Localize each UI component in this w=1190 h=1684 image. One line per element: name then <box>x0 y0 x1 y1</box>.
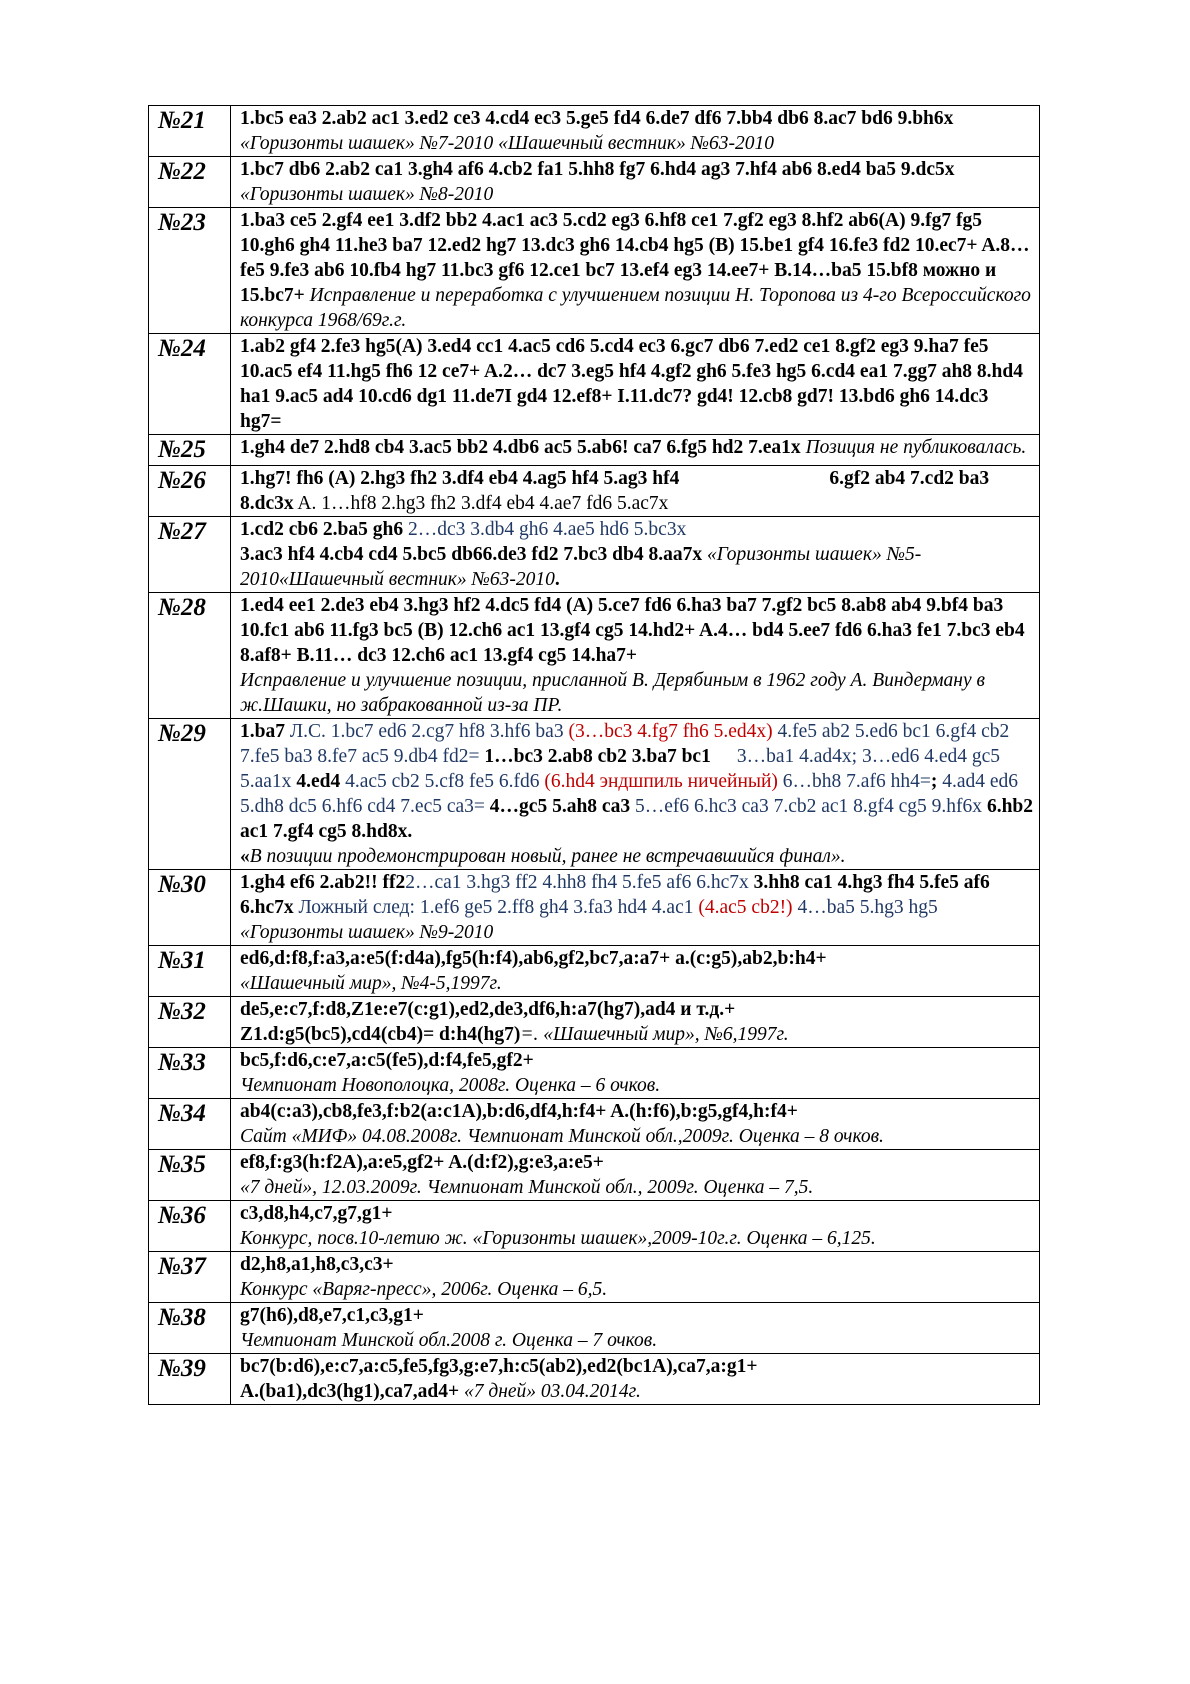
solution-moves: ef8,f:g3(h:f2A),a:e5,gf2+ A.(d:f2),g:e3,a:e5+ <box>240 1152 604 1173</box>
problem-number: №28 <box>149 593 231 719</box>
solution-moves: 4.ed4 <box>296 771 341 792</box>
solution-moves: 1.hg7! fh6 (A) 2.hg3 fh2 3.df4 eb4 4.ag5 hf4 5.ag3 hf4 <box>240 468 680 489</box>
problem-row <box>149 1303 1040 1354</box>
solution-moves: 3.hh8 ca1 4.hg3 fh4 5.fe5 af6 6.hc7x <box>240 872 990 918</box>
solution-moves: Z1.d:g5(bc5),cd4(cb4)= d:h4(hg7) <box>240 1024 521 1045</box>
source-note: =. «Шашечный мир», №6,1997г. <box>520 1024 789 1045</box>
source-note: «Горизонты шашек» №5-2010«Шашечный вестник» №63-2010 <box>240 544 922 590</box>
problem-solution <box>231 1048 1040 1099</box>
problem-row <box>149 1252 1040 1303</box>
problem-row <box>149 1150 1040 1201</box>
variation-line: 4…ba5 5.hg3 hg5 <box>792 897 938 918</box>
solution-moves: 1.ab2 gf4 2.fe3 hg5(A) 3.ed4 cc1 4.ac5 cd6 5.cd4 ec3 6.gc7 db6 7.ed2 ce1 8.gf2 eg3 9.ha7 fe5 10.ac5 ef4 11.hg5 fh6 12 ce7+ A.2… dc7 3.eg5 hf4 4.gf2 gh6 5.fe3 hg5 6.cd4 ea1 7.gg7 ah8 8.hd4 ha1 9.ac5 ad4 10.cd6 dg1 11.de7I gd4 12.ef8+ I.11.dc7? gd4! 12.cb8 gd7! 13.bd6 gh6 14.dc3 hg7= <box>240 336 1023 432</box>
problem-number: №25 <box>149 435 231 466</box>
solution-moves: 1.bc5 ea3 2.ab2 ac1 3.ed2 ce3 4.cd4 ec3 5.ge5 fd4 6.de7 df6 7.bb4 db6 8.ac7 bd6 9.bh6x <box>240 108 954 129</box>
problem-row <box>149 719 1040 870</box>
problem-number: №23 <box>149 208 231 334</box>
variation-line: 5…ef6 6.hc3 ca3 7.cb2 ac1 8.gf4 cg5 9.hf6x <box>630 796 987 817</box>
solution-moves: 1.cd2 cb6 2.ba5 gh6 <box>240 519 404 540</box>
source-note: «Горизонты шашек» №7-2010 «Шашечный вестник» №63-2010 <box>240 133 775 154</box>
problem-solution <box>231 870 1040 946</box>
refutation-note: (3…bc3 4.fg7 fh6 5.ed4x) <box>568 721 773 742</box>
problem-solution <box>231 1303 1040 1354</box>
problem-number: №38 <box>149 1303 231 1354</box>
problem-number: №31 <box>149 946 231 997</box>
source-note: Чемпионат Новополоцка, 2008г. Оценка – 6 очков. <box>240 1075 661 1096</box>
problem-number: №22 <box>149 157 231 208</box>
problem-row <box>149 1048 1040 1099</box>
solution-moves: ed6,d:f8,f:a3,a:e5(f:d4a),fg5(h:f4),ab6,gf2,bc7,a:a7+ a.(c:g5),ab2,b:h4+ <box>240 948 827 969</box>
problem-solution <box>231 1252 1040 1303</box>
solution-moves: g7(h6),d8,e7,c1,c3,g1+ <box>240 1305 424 1326</box>
solution-moves: 1.ed4 ee1 2.de3 eb4 3.hg3 hf2 4.dc5 fd4 (A) 5.ce7 fd6 6.ha3 ba7 7.gf2 bc5 8.ab8 ab4 9.bf4 ba3 10.fc1 ab6 11.fg3 bc5 (B) 12.ch6 ac1 13.gf4 cg5 14.hd2+ A.4… bd4 5.ee7 fd6 6.ha3 fe1 7.bc3 eb4 8.af8+ B.11… dc3 12.ch6 ac1 13.gf4 cg5 14.ha7+ <box>240 595 1025 666</box>
variation-line: 4.ad4 ed6 5.dh8 dc5 6.hf6 cd4 7.ec5 ca3= <box>240 771 1019 817</box>
source-note: «Шашечный мир», №4-5,1997г. <box>240 973 502 994</box>
problem-solution <box>231 719 1040 870</box>
problem-row <box>149 334 1040 435</box>
problem-solution <box>231 517 1040 593</box>
problem-number: №27 <box>149 517 231 593</box>
variation-line: 4.fe5 ab2 5.ed6 bc1 6.gf4 cb2 7.fe5 ba3 8.fe7 ac5 9.db4 fd2= <box>240 721 1010 767</box>
problem-row <box>149 946 1040 997</box>
problem-solution <box>231 1099 1040 1150</box>
source-note: Конкурс, посв.10-летию ж. «Горизонты шашек»,2009-10г.г. Оценка – 6,125. <box>240 1228 876 1249</box>
problem-number: №32 <box>149 997 231 1048</box>
problem-number: №29 <box>149 719 231 870</box>
solution-moves: ab4(c:a3),cb8,fe3,f:b2(a:c1A),b:d6,df4,h:f4+ A.(h:f6),b:g5,gf4,h:f4+ <box>240 1101 798 1122</box>
problem-row <box>149 1201 1040 1252</box>
problem-row <box>149 208 1040 334</box>
problem-number: №24 <box>149 334 231 435</box>
problem-row <box>149 466 1040 517</box>
variation-line: 2…dc3 3.db4 gh6 4.ae5 hd6 5.bc3x <box>403 519 687 540</box>
source-note: Конкурс «Варяг-пресс», 2006г. Оценка – 6,5. <box>240 1279 608 1300</box>
solution-moves: c3,d8,h4,c7,g7,g1+ <box>240 1203 393 1224</box>
source-note: Чемпионат Минской обл.2008 г. Оценка – 7 очков. <box>240 1330 658 1351</box>
variation-line: 3…ba1 4.ad4x; 3…ed6 4.ed4 gc5 5.aa1x <box>240 746 1001 792</box>
problem-row <box>149 517 1040 593</box>
refutation-note: (6.hd4 эндшпиль ничейный) <box>544 771 778 792</box>
problem-solution <box>231 1201 1040 1252</box>
solution-moves: 1.ba3 ce5 2.gf4 ee1 3.df2 bb2 4.ac1 ac3 5.cd2 eg3 6.hf8 ce1 7.gf2 eg3 8.hf2 ab6(A) 9.fg7 fg5 10.gh6 gh4 11.he3 ba7 12.ed2 hg7 13.dc3 gh6 14.cb4 hg5 (B) 15.be1 gf4 16.fe3 fd2 10.ec7+ A.8…fe5 9.fe3 ab6 10.fb4 hg7 11.bc3 gf6 12.ce1 bc7 13.ef4 eg3 14.ee7+ B.14…ba5 15.bf8 можно и 15.bc7+ <box>240 210 1030 306</box>
problem-solution <box>231 106 1040 157</box>
problem-number: №34 <box>149 1099 231 1150</box>
problem-solution <box>231 593 1040 719</box>
source-note: «7 дней» 03.04.2014г. <box>459 1381 641 1402</box>
problem-number: №26 <box>149 466 231 517</box>
solution-moves: bc5,f:d6,c:e7,a:c5(fe5),d:f4,fe5,gf2+ <box>240 1050 534 1071</box>
solution-moves: 1.gh4 ef6 2.ab2!! ff2 <box>240 872 406 893</box>
problem-solution <box>231 208 1040 334</box>
source-note: «Горизонты шашек» №8-2010 <box>240 184 494 205</box>
problem-solution <box>231 1150 1040 1201</box>
solution-moves: de5,e:c7,f:d8,Z1e:e7(c:g1),ed2,de3,df6,h:a7(hg7),ad4 и т.д.+ <box>240 999 736 1020</box>
variation-line: 4.ac5 cb2 5.cf8 fe5 6.fd6 <box>340 771 545 792</box>
problem-number: №33 <box>149 1048 231 1099</box>
solution-moves: bc7(b:d6),e:c7,a:c5,fe5,fg3,g:e7,h:c5(ab2),ed2(bc1A),ca7,a:g1+ <box>240 1356 758 1377</box>
problem-row <box>149 593 1040 719</box>
problems-table <box>148 105 1040 1405</box>
document-page <box>148 105 1040 1405</box>
problem-row <box>149 106 1040 157</box>
problem-row <box>149 157 1040 208</box>
source-note: «7 дней», 12.03.2009г. Чемпионат Минской обл., 2009г. Оценка – 7,5. <box>240 1177 814 1198</box>
problem-solution <box>231 435 1040 466</box>
variation-line: 2…ca1 3.hg3 ff2 4.hh8 fh4 5.fe5 af6 6.hc7x <box>405 872 754 893</box>
solution-moves: 1.gh4 de7 2.hd8 cb4 3.ac5 bb2 4.db6 ac5 5.ab6! ca7 6.fg5 hd2 7.ea1x <box>240 437 801 458</box>
problem-number: №37 <box>149 1252 231 1303</box>
problem-row <box>149 997 1040 1048</box>
source-note: Сайт «МИФ» 04.08.2008г. Чемпионат Минской обл.,2009г. Оценка – 8 очков. <box>240 1126 884 1147</box>
solution-moves: 1.ba7 <box>240 721 285 742</box>
solution-moves: A.(ba1),dc3(hg1),ca7,ad4+ <box>240 1381 460 1402</box>
source-note: В позиции продемонстрирован новый, ранее не встречавшийся финал». <box>249 846 846 867</box>
problem-number: №21 <box>149 106 231 157</box>
problem-solution <box>231 946 1040 997</box>
problem-row <box>149 435 1040 466</box>
problem-row <box>149 870 1040 946</box>
solution-moves: d2,h8,a1,h8,c3,c3+ <box>240 1254 394 1275</box>
solution-moves: 1…bc3 2.ab8 cb2 3.ba7 bc1 <box>484 746 711 767</box>
source-note: Исправление и переработка с улучшением позиции Н. Торопова из 4-го Всероссийского конкурса 1968/69г.г. <box>240 285 1031 331</box>
solution-moves: ; <box>930 771 938 792</box>
problem-solution <box>231 997 1040 1048</box>
problem-solution <box>231 1354 1040 1405</box>
solution-moves: 6.gf2 ab4 7.cd2 ba3 8.dc3x <box>240 468 990 514</box>
problem-number: №39 <box>149 1354 231 1405</box>
variation-text: A. 1…hf8 2.hg3 fh2 3.df4 eb4 4.ae7 fd6 5.ac7x <box>293 493 669 514</box>
solution-moves: 3.ac3 hf4 4.cb4 cd4 5.bc5 db66.de3 fd2 7.bc3 db4 8.aa7x <box>240 544 703 565</box>
refutation-note: (4.ac5 cb2!) <box>698 897 793 918</box>
variation-line: Ложный след: 1.ef6 ge5 2.ff8 gh4 3.fa3 hd4 4.ac1 <box>293 897 699 918</box>
solution-moves: 4…gc5 5.ah8 ca3 <box>489 796 631 817</box>
problem-number: №35 <box>149 1150 231 1201</box>
variation-line: Л.С. 1.bc7 ed6 2.cg7 hf8 3.hf6 ba3 <box>284 721 569 742</box>
source-note: Исправление и улучшение позиции, присланной В. Дерябиным в 1962 году А. Виндерману в ж.Шашки, но забракованной из-за ПР. <box>240 670 985 716</box>
problem-row <box>149 1099 1040 1150</box>
solution-moves: 1.bc7 db6 2.ab2 ca1 3.gh4 af6 4.cb2 fa1 5.hh8 fg7 6.hd4 ag3 7.hf4 ab6 8.ed4 ba5 9.dc5x <box>240 159 955 180</box>
problem-solution <box>231 334 1040 435</box>
variation-line: 6…bh8 7.af6 hh4= <box>777 771 931 792</box>
solution-moves: . <box>554 569 560 590</box>
problem-number: №36 <box>149 1201 231 1252</box>
problem-row <box>149 1354 1040 1405</box>
problems-table-body <box>149 106 1040 1405</box>
solution-moves: 6.hb2 ac1 7.gf4 cg5 8.hd8x. <box>240 796 1034 842</box>
solution-moves: « <box>240 846 250 867</box>
problem-solution <box>231 157 1040 208</box>
problem-number: №30 <box>149 870 231 946</box>
source-note: Позиция не публиковалась. <box>800 437 1027 458</box>
problem-solution <box>231 466 1040 517</box>
source-note: «Горизонты шашек» №9-2010 <box>240 922 494 943</box>
